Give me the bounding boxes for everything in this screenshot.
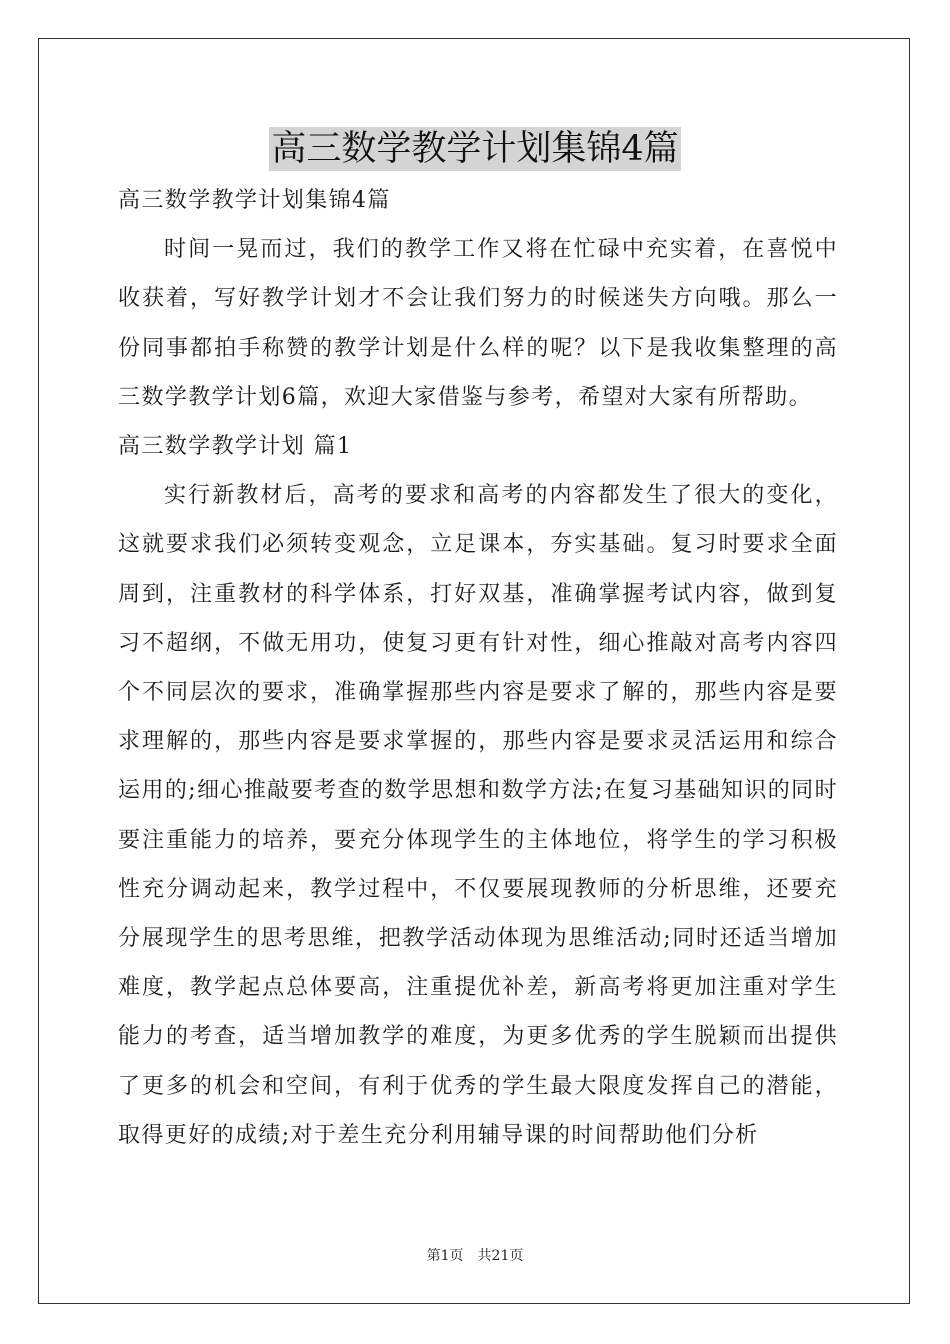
page-footer: 第1页 共21页 [426, 1248, 524, 1264]
title-area [0, 127, 950, 171]
document-subtitle: 高三数学教学计划集锦4篇 [118, 188, 391, 213]
document-title: 高三数学教学计划集锦4篇 [271, 129, 679, 169]
intro-paragraph: 时间一晃而过，我们的教学工作又将在忙碌中充实着，在喜悦中收获着，写好教学计划才不会让我们努力的时候迷失方向哦。那么一份同事都拍手称赞的教学计划是什么样的呢？以下是我收集整理的高三数学教学计划6篇，欢迎大家借鉴与参考，希望对大家有所帮助。 [118, 237, 838, 410]
section-heading: 高三数学教学计划 篇1 [118, 434, 353, 460]
section-paragraph: 实行新教材后，高考的要求和高考的内容都发生了很大的变化，这就要求我们必须转变观念，立足课本，夯实基础。复习时要求全面周到，注重教材的科学体系，打好双基，准确掌握考试内容，做到复习不超纲，不做无用功，使复习更有针对性，细心推敲对高考内容四个不同层次的要求，准确掌握那些内容是要求了解的，那些内容是要求理解的，那些内容是要求掌握的，那些内容是要求灵活运用和综合运用的;细心推敲要考查的数学思想和数学方法;在复习基础知识的同时要注重能力的培养，要充分体现学生的主体地位，将学生的学习积极性充分调动起来，教学过程中，不仅要展现教师的分析思维，还要充分展现学生的思考思维，把教学活动体现为思维活动;同时还适当增加难度，教学起点总体要高，注重提优补差，新高考将更加注重对学生能力的考查，适当增加教学的难度，为更多优秀的学生脱颖而出提供了更多的机会和空间，有利于优秀的学生最大限度发挥自己的潜能，取得更好的成绩;对于差生充分利用辅导课的时间帮助他们分析 [118, 483, 838, 1148]
document-body [118, 176, 838, 1160]
